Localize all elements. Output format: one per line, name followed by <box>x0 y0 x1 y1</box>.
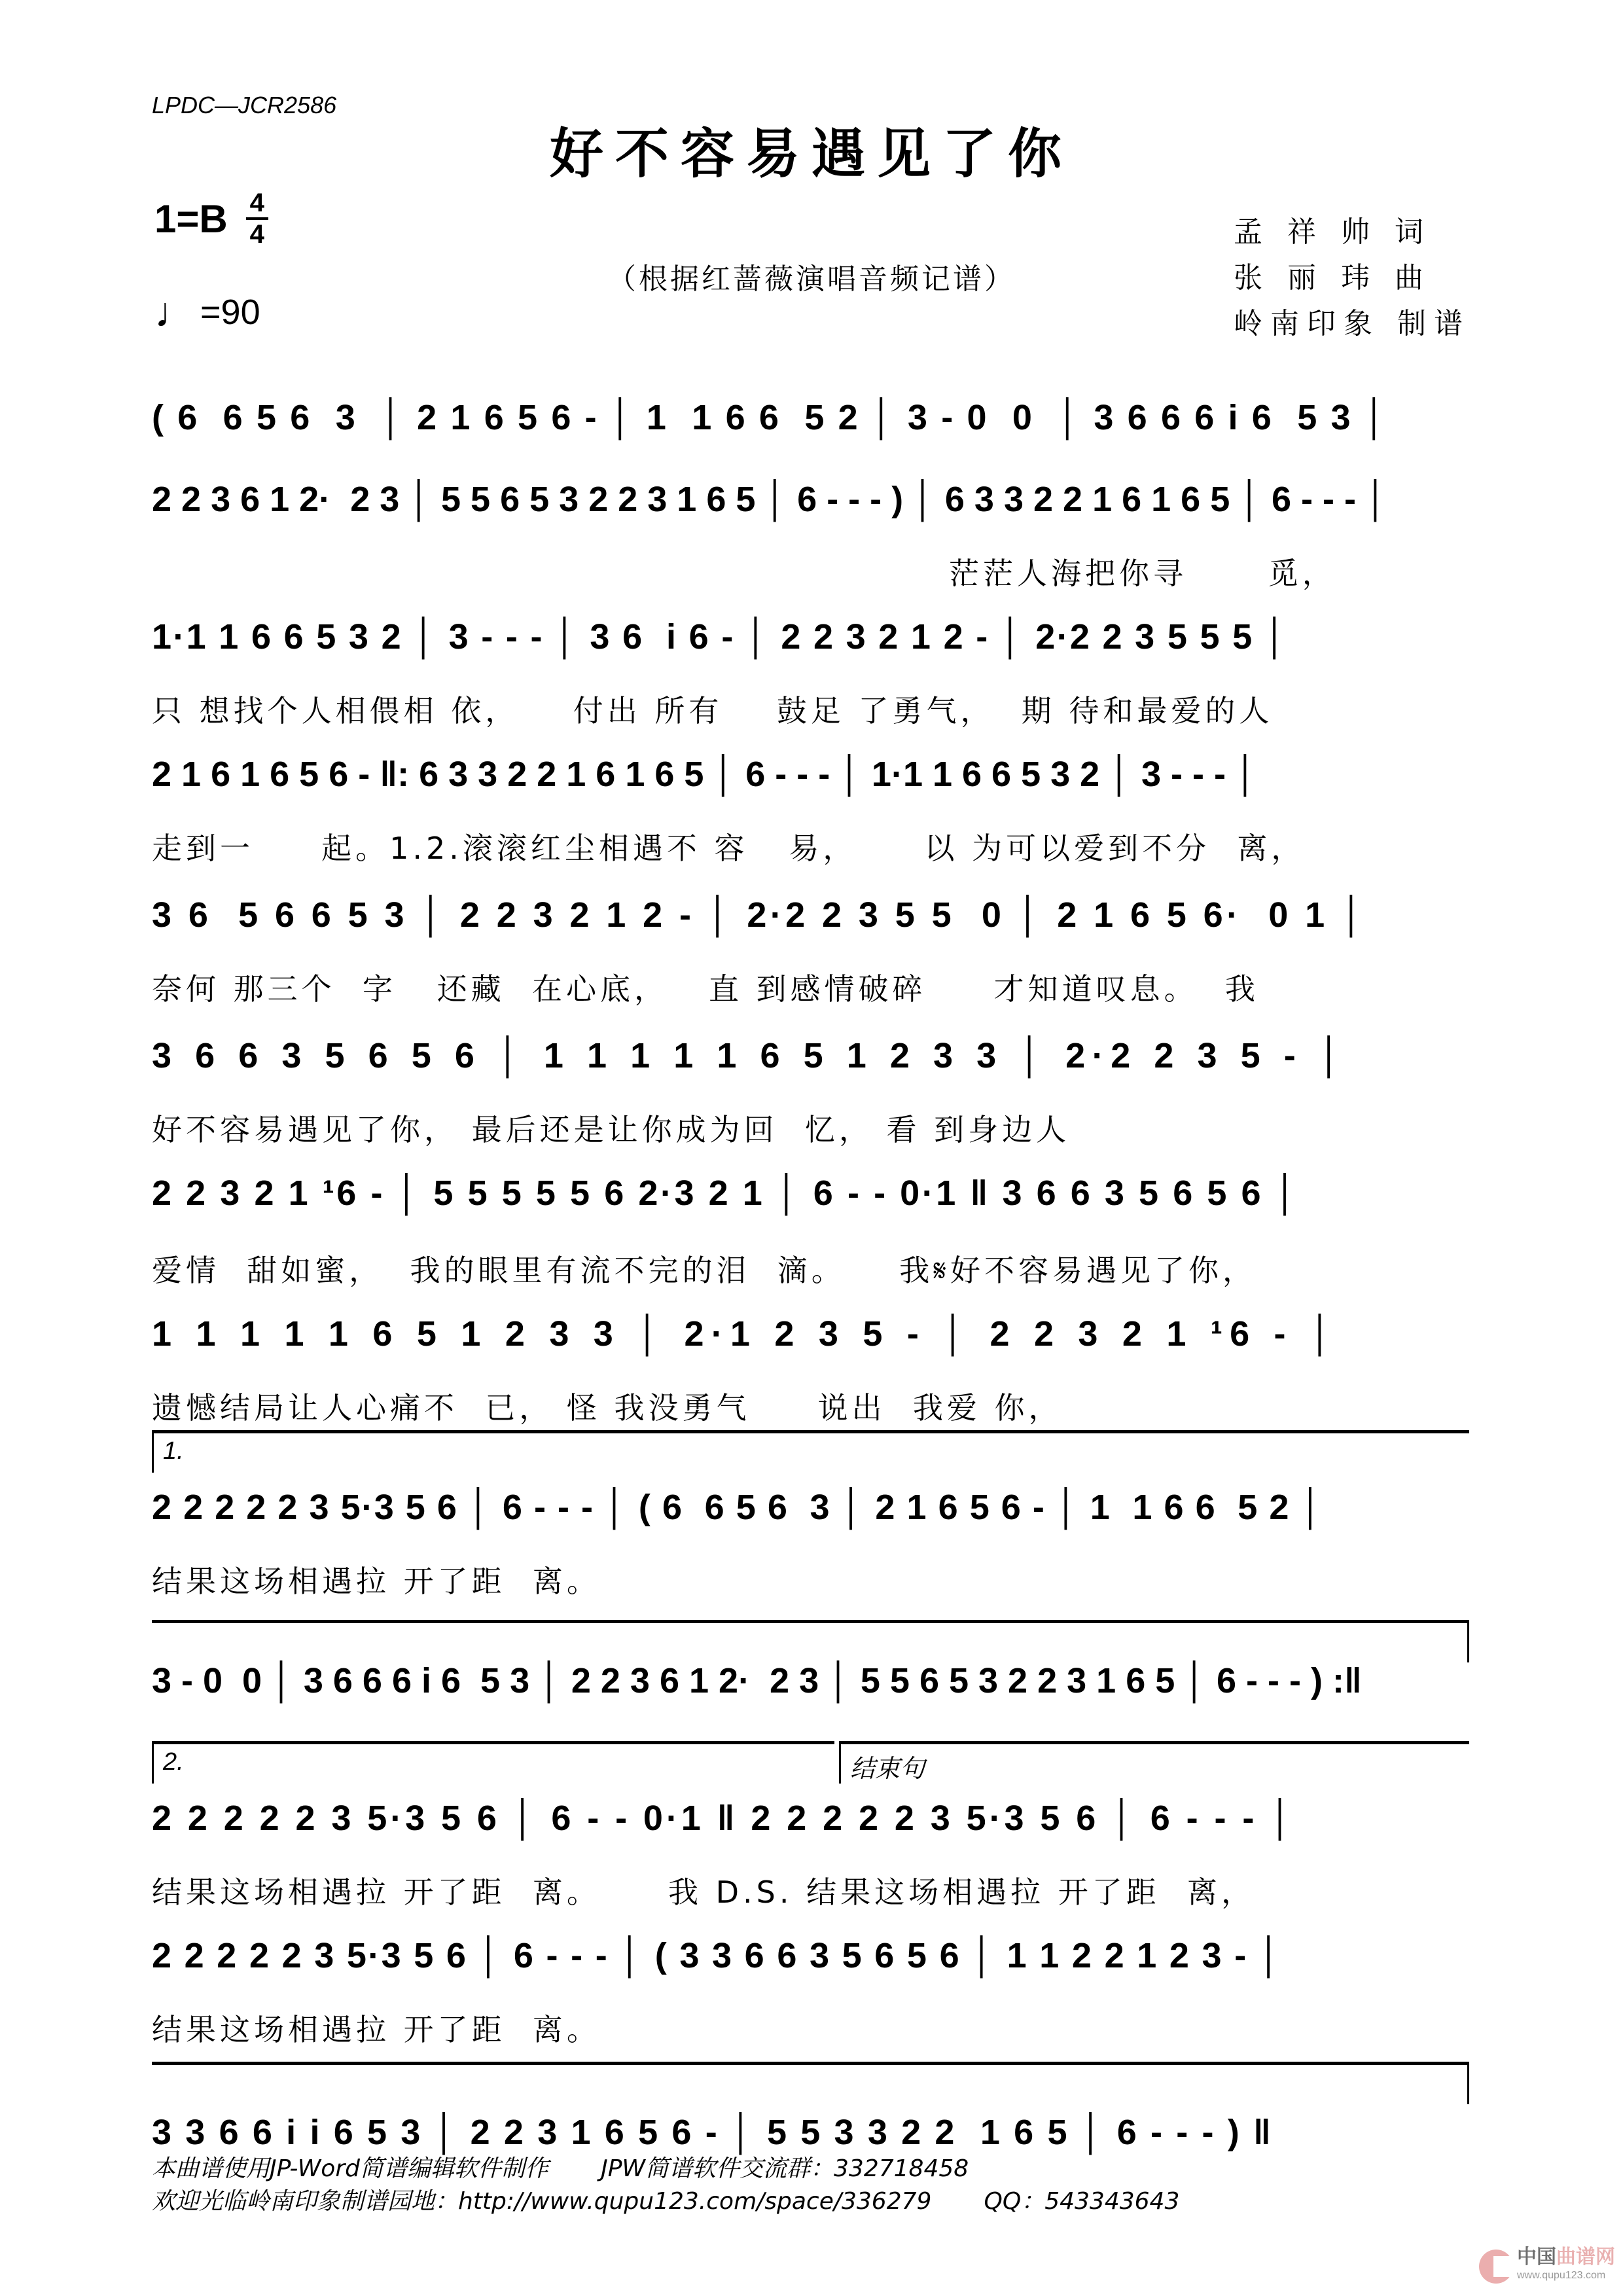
notation-text: 2 2 2 2 2 3 5·3 5 6 │ 6 - - 0·1 ‖ 2 2 2 2 2 3 5·3 5 6 │ 6 - - - │ <box>152 1799 1296 1838</box>
notation-text: 2 2 3 6 1 2· 2 3 │ 5 5 6 5 3 2 2 3 1 6 5 │ 6 - - - ) │ 6 3 3 2 2 1 6 1 6 5 │ 6 - - - │ <box>152 480 1388 519</box>
section-bracket <box>152 2062 1469 2104</box>
lyrics-line: 奈何 那三个 字 还藏 在心底， 直 到感情破碎 才知道叹息。 我 <box>152 971 1259 1007</box>
lyrics-line: 结果这场相遇拉 开了距 离。 我 D.S. 结果这场相遇拉 开了距 离， <box>152 1874 1255 1910</box>
lyrics-line: 只 想找个人相偎相 依， 付出 所有 鼓足 了勇气， 期 待和最爱的人 <box>152 693 1274 728</box>
arranger: 岭南印象 制谱 <box>1234 307 1471 340</box>
quarter-note-icon: ♩ <box>154 289 196 336</box>
score-code: LPDC—JCR2586 <box>152 92 337 118</box>
lyrics-line: 好不容易遇见了你， 最后还是让你成为回 忆， 看 到身边人 <box>152 1112 1071 1147</box>
volta-bracket: 1. <box>152 1430 1469 1473</box>
lyrics-line: 爱情 甜如蜜， 我的眼里有流不完的泪 滴。 我𝄋好不容易遇见了你， <box>152 1253 1257 1288</box>
score-line <box>152 1172 1467 1257</box>
watermark: 中国曲谱网 www.qupu123.com <box>1479 2244 1616 2289</box>
ending-bracket: 结束句 <box>839 1741 1469 1784</box>
lyrics-line: 结果这场相遇拉 开了距 离。 <box>152 1564 601 1599</box>
notation-text: 2 1 6 1 6 5 6 - ‖: 6 3 3 2 2 1 6 1 6 5 │ 6 - - - │ 1·1 1 6 6 5 3 2 │ 3 - - - │ <box>152 755 1258 794</box>
lyrics-line: 遗憾结局让人心痛不 已， 怪 我没勇气 说出 我爱 你， <box>152 1390 1063 1426</box>
notation-text: 3 - 0 0 │ 3 6 6 6 i 6 5 3 │ 2 2 3 6 1 2· 2 3 │ 5 5 6 5 3 2 2 3 1 6 5 │ 6 - - - ) :‖ <box>152 1661 1362 1700</box>
qupu-logo-icon <box>1479 2250 1513 2284</box>
subtitle: （根据红蔷薇演唱音频记谱） <box>607 262 1016 296</box>
song-title: 好不容易遇见了你 <box>549 122 1073 185</box>
lyrics-line: 结果这场相遇拉 开了距 离。 <box>152 2012 601 2047</box>
score-line <box>152 396 1467 481</box>
notation-text: 1 1 1 1 1 6 5 1 2 3 3 │ 2·1 2 3 5 - │ 2 2 3 2 1 ¹6 - │ <box>152 1314 1340 1354</box>
key-label: 1=B <box>154 196 228 241</box>
lyrics-line: 走到一 起。1.2.滚滚红尘相遇不 容 易， 以 为可以爱到不分 离， <box>152 831 1306 866</box>
notation-text: 3 6 6 3 5 6 5 6 │ 1 1 1 1 1 6 5 1 2 3 3 │ 2·2 2 3 5 - │ <box>152 1036 1349 1075</box>
notation-text: 3 3 6 6 i i 6 5 3 │ 2 2 3 1 6 5 6 - │ 5 5 3 3 2 2 1 6 5 │ 6 - - - ) ‖ <box>152 2113 1274 2152</box>
notation-text: 1·1 1 6 6 5 3 2 │ 3 - - - │ 3 6 i 6 - │ 2 2 3 2 1 2 - │ 2·2 2 3 5 5 5 │ <box>152 617 1289 656</box>
score-line <box>152 1659 1467 1744</box>
composer: 张 丽 玮 曲 <box>1234 261 1431 295</box>
notation-text: 2 2 2 2 2 3 5·3 5 6 │ 6 - - - │ ( 6 6 5 6 3 │ 2 1 6 5 6 - │ 1 1 6 6 5 2 │ <box>152 1488 1324 1527</box>
key-signature <box>154 190 268 247</box>
section-bracket <box>152 1620 1469 1662</box>
lyrics-line: 茫茫人海把你寻 觅， <box>949 556 1336 591</box>
notation-text: ( 6 6 5 6 3 │ 2 1 6 5 6 - │ 1 1 6 6 5 2 │ 3 - 0 0 │ 3 6 6 6 i 6 5 3 │ <box>152 398 1389 437</box>
credits <box>1234 209 1471 347</box>
lyricist: 孟 祥 帅 词 <box>1234 215 1431 249</box>
notation-text: 2 2 3 2 1 ¹6 - │ 5 5 5 5 5 6 2·3 2 1 │ 6 - - 0·1 ‖ 3 6 6 3 5 6 5 6 │ <box>152 1174 1300 1213</box>
tempo-value: =90 <box>200 293 260 332</box>
time-signature: $\frac{4}{4}$ <box>246 190 268 247</box>
volta-bracket: 2. <box>152 1741 834 1784</box>
footer-line-2: 欢迎光临岭南印象制谱园地：http://www.qupu123.com/space/336279 QQ：543343643 <box>152 2188 1180 2215</box>
notation-text: 2 2 2 2 2 3 5·3 5 6 │ 6 - - - │ ( 3 3 6 6 3 5 6 5 6 │ 1 1 2 2 1 2 3 - │ <box>152 1936 1283 1975</box>
notation-text: 3 6 5 6 6 5 3 │ 2 2 3 2 1 2 - │ 2·2 2 3 5 5 0 │ 2 1 6 5 6· 0 1 │ <box>152 895 1368 935</box>
footer-line-1: 本曲谱使用JP-Word简谱编辑软件制作 JPW简谱软件交流群：332718458 <box>152 2155 969 2182</box>
